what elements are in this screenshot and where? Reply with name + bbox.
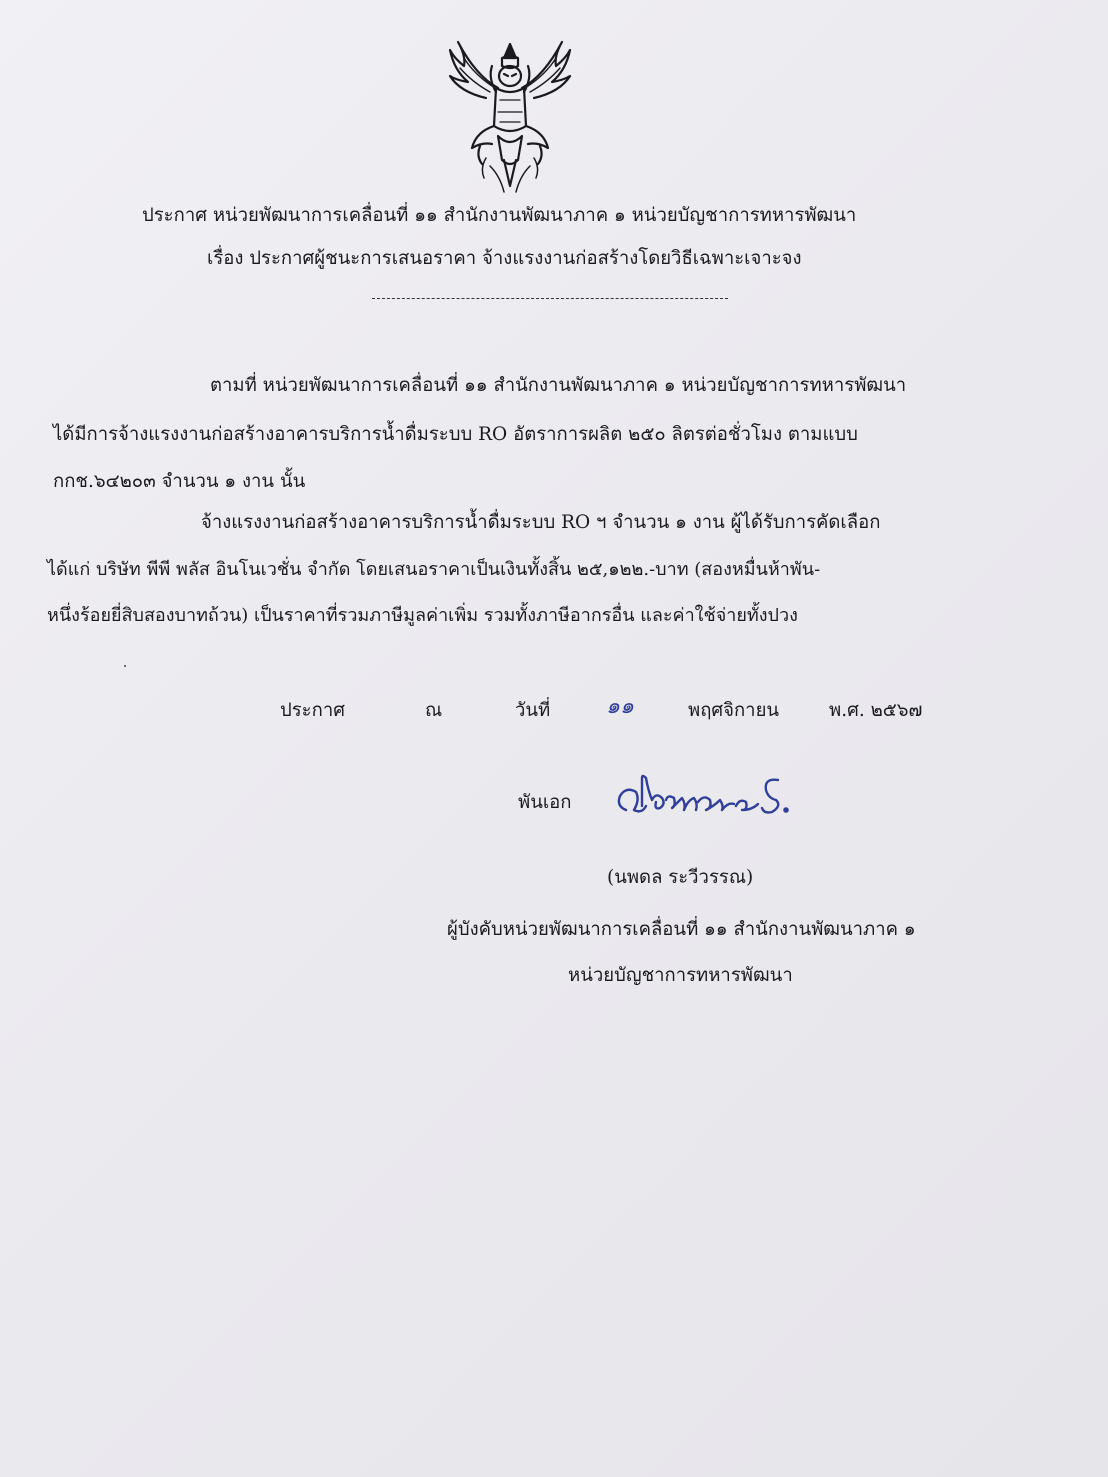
header-divider bbox=[372, 298, 728, 299]
paragraph2-line3: หนึ่งร้อยยี่สิบสองบาทถ้วน) เป็นราคาที่รวมภาษีมูลค่าเพิ่ม รวมทั้งภาษีอากรอื่น และค่าใช้จ่ายทั้งปวง bbox=[47, 605, 798, 626]
signer-name: (นพดล ระวีวรรณ) bbox=[607, 867, 754, 888]
date-year: พ.ศ. ๒๕๖๗ bbox=[829, 700, 923, 721]
date-at-label: ณ bbox=[425, 700, 443, 721]
paragraph2-line2: ได้แก่ บริษัท พีพี พลัส อินโนเวชั่น จำกัด โดยเสนอราคาเป็นเงินทั้งสิ้น ๒๕,๑๒๒.-บาท (สองหมื่นห้าพัน- bbox=[47, 559, 821, 580]
date-day-label: วันที่ bbox=[515, 700, 551, 721]
garuda-emblem-icon bbox=[446, 36, 574, 196]
paper-speck bbox=[124, 665, 126, 667]
date-day-handwritten: ๑๑ bbox=[606, 694, 634, 719]
paragraph1-line1: ตามที่ หน่วยพัฒนาการเคลื่อนที่ ๑๑ สำนักงานพัฒนาภาค ๑ หน่วยบัญชาการทหารพัฒนา bbox=[210, 375, 907, 396]
paragraph1-line2: ได้มีการจ้างแรงงานก่อสร้างอาคารบริการน้ำดื่มระบบ RO อัตราการผลิต ๒๕๐ ลิตรต่อชั่วโมง ตามแบบ bbox=[53, 424, 858, 445]
paragraph1-line3: กกช.๖๔๒๐๓ จำนวน ๑ งาน นั้น bbox=[53, 471, 306, 492]
announcement-title: ประกาศ หน่วยพัฒนาการเคลื่อนที่ ๑๑ สำนักงานพัฒนาภาค ๑ หน่วยบัญชาการทหารพัฒนา bbox=[142, 205, 857, 226]
paragraph2-line1: จ้างแรงงานก่อสร้างอาคารบริการน้ำดื่มระบบ RO ฯ จำนวน ๑ งาน ผู้ได้รับการคัดเลือก bbox=[201, 512, 881, 533]
date-announce-label: ประกาศ bbox=[280, 700, 345, 721]
announcement-subject: เรื่อง ประกาศผู้ชนะการเสนอราคา จ้างแรงงานก่อสร้างโดยวิธีเฉพาะเจาะจง bbox=[207, 248, 802, 269]
handwritten-signature bbox=[612, 770, 792, 822]
signer-position-line1: ผู้บังคับหน่วยพัฒนาการเคลื่อนที่ ๑๑ สำนักงานพัฒนาภาค ๑ bbox=[447, 919, 916, 940]
signer-rank: พันเอก bbox=[518, 792, 572, 813]
date-month: พฤศจิกายน bbox=[688, 700, 780, 721]
signer-position-line2: หน่วยบัญชาการทหารพัฒนา bbox=[568, 965, 793, 986]
